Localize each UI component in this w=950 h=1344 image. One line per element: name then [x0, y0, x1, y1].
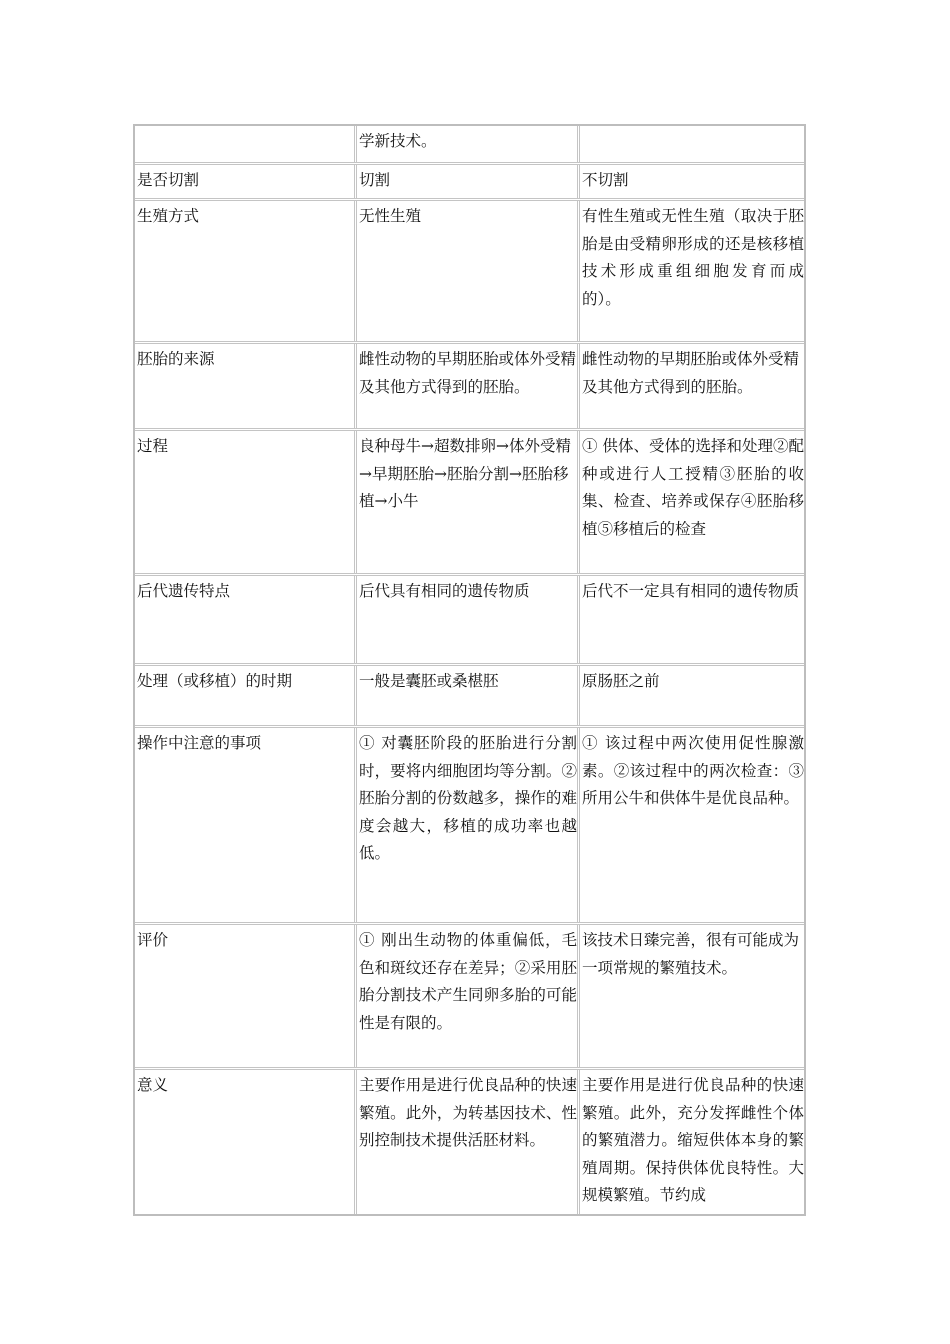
row-label-cell: 操作中注意的事项 [135, 728, 357, 922]
embryo-splitting-cell: 一般是囊胚或桑椹胚 [357, 666, 580, 725]
embryo-transfer-cell: 雌性动物的早期胚胎或体外受精及其他方式得到的胚胎。 [582, 350, 800, 396]
table-row [135, 922, 804, 1067]
row-label-cell: 后代遗传特点 [135, 576, 357, 663]
embryo-splitting-cell: 学新技术。 [357, 126, 580, 162]
row-label-cell: 是否切割 [135, 165, 357, 198]
row-label-cell: 过程 [135, 431, 357, 573]
embryo-splitting-cell: ① 对囊胚阶段的胚胎进行分割时，要将内细胞团均等分割。②胚胎分割的份数越多，操作的难度会越大，移植的成功率也越低。 [357, 728, 580, 922]
embryo-splitting-cell: 良种母牛→超数排卵→体外受精→早期胚胎→胚胎分割→胚胎移植→小牛 [357, 431, 580, 573]
table-row [135, 162, 804, 198]
table-row [135, 663, 804, 725]
embryo-transfer-cell: 不切割 [582, 171, 629, 189]
row-label-cell [135, 126, 357, 162]
embryo-transfer-cell: ① 该过程中两次使用促性腺激素。②该过程中的两次检查：③所用公牛和供体牛是优良品种。 [582, 734, 804, 807]
row-label-cell: 胚胎的来源 [135, 344, 357, 428]
embryo-transfer-cell: 后代不一定具有相同的遗传物质 [582, 582, 800, 600]
table-row [135, 341, 804, 428]
table-row [135, 198, 804, 341]
embryo-transfer-cell: ① 供体、受体的选择和处理②配种或进行人工授精③胚胎的收集、检查、培养或保存④胚胎移植⑤移植后的检查 [582, 437, 804, 538]
table-row [135, 126, 804, 162]
row-label-cell: 处理（或移植）的时期 [135, 666, 357, 725]
embryo-transfer-cell [580, 126, 804, 162]
embryo-splitting-cell: 主要作用是进行优良品种的快速繁殖。此外，为转基因技术、性别控制技术提供活胚材料。 [357, 1070, 580, 1214]
embryo-transfer-cell: 该技术日臻完善，很有可能成为一项常规的繁殖技术。 [582, 931, 800, 977]
embryo-transfer-cell: 有性生殖或无性生殖（取决于胚胎是由受精卵形成的还是核移植技术形成重组细胞发育而成的）。 [582, 207, 804, 308]
embryo-transfer-cell: 主要作用是进行优良品种的快速繁殖。此外，充分发挥雌性个体的繁殖潜力。缩短供体本身的繁殖周期。保持供体优良特性。大规模繁殖。节约成 [582, 1076, 804, 1204]
embryo-splitting-cell: 无性生殖 [357, 201, 580, 341]
table-row [135, 573, 804, 663]
embryo-splitting-cell: 雌性动物的早期胚胎或体外受精及其他方式得到的胚胎。 [357, 344, 580, 428]
embryo-splitting-cell: 后代具有相同的遗传物质 [357, 576, 580, 663]
embryo-splitting-cell: ① 刚出生动物的体重偏低，毛色和斑纹还存在差异；②采用胚胎分割技术产生同卵多胎的可能性是有限的。 [357, 925, 580, 1067]
row-label-cell: 意义 [135, 1070, 357, 1214]
row-label-cell: 评价 [135, 925, 357, 1067]
table-row [135, 428, 804, 573]
comparison-table [133, 124, 806, 1216]
table-row [135, 1067, 804, 1214]
embryo-splitting-cell: 切割 [357, 165, 580, 198]
table-row [135, 725, 804, 922]
embryo-transfer-cell: 原肠胚之前 [582, 672, 660, 690]
row-label-cell: 生殖方式 [135, 201, 357, 341]
